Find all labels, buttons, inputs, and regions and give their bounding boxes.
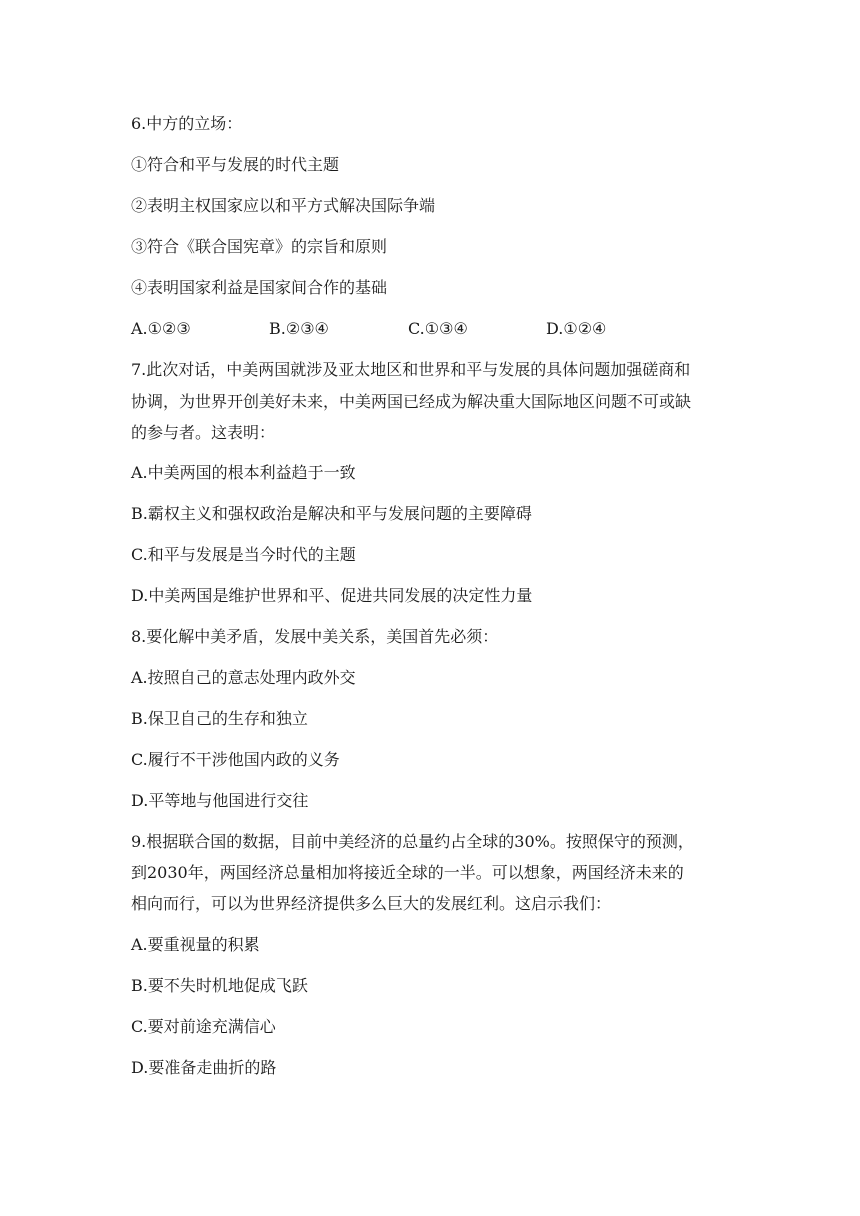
- q6-option-b: B.②③④: [269, 319, 329, 338]
- q7-option-c: C.和平与发展是当今时代的主题: [131, 545, 356, 564]
- q9-stem-line-2: 到2030年，两国经济总量相加将接近全球的一半。可以想象，两国经济未来的: [131, 863, 684, 882]
- q7-option-b: B.霸权主义和强权政治是解决和平与发展问题的主要障碍: [131, 504, 532, 523]
- q8-option-d: D.平等地与他国进行交往: [131, 791, 309, 810]
- q8-option-c: C.履行不干涉他国内政的义务: [131, 750, 340, 769]
- q6-option-d: D.①②④: [546, 319, 607, 338]
- q6-statement-4: ④表明国家利益是国家间合作的基础: [131, 278, 388, 297]
- q6-options: [131, 319, 731, 339]
- q6-statement-2: ②表明主权国家应以和平方式解决国际争端: [131, 196, 436, 215]
- q6-statement-1: ①符合和平与发展的时代主题: [131, 155, 340, 174]
- q8-option-a: A.按照自己的意志处理内政外交: [131, 668, 356, 687]
- q9-stem-line-1: 9.根据联合国的数据，目前中美经济的总量约占全球的30%。按照保守的预测，: [131, 832, 694, 851]
- q9-option-c: C.要对前途充满信心: [131, 1017, 276, 1036]
- q7-stem-line-3: 的参与者。这表明：: [131, 423, 276, 442]
- q9-option-b: B.要不失时机地促成飞跃: [131, 976, 308, 995]
- q6-statement-3: ③符合《联合国宪章》的宗旨和原则: [131, 237, 388, 256]
- q9-stem-line-3: 相向而行，可以为世界经济提供多么巨大的发展红利。这启示我们：: [131, 894, 612, 913]
- q7-stem-line-2: 协调，为世界开创美好未来，中美两国已经成为解决重大国际地区问题不可或缺: [131, 392, 692, 411]
- q7-option-d: D.中美两国是维护世界和平、促进共同发展的决定性力量: [131, 586, 533, 605]
- q9-option-a: A.要重视量的积累: [131, 935, 260, 954]
- q7-stem-line-1: 7.此次对话，中美两国就涉及亚太地区和世界和平与发展的具体问题加强磋商和: [131, 360, 691, 379]
- q6-option-a: A.①②③: [131, 319, 191, 338]
- q6-stem: 6.中方的立场：: [131, 114, 243, 133]
- q8-stem: 8.要化解中美矛盾，发展中美关系，美国首先必须：: [131, 627, 499, 646]
- q9-option-d: D.要准备走曲折的路: [131, 1058, 277, 1077]
- q6-option-c: C.①③④: [408, 319, 468, 338]
- q8-option-b: B.保卫自己的生存和独立: [131, 709, 308, 728]
- q7-option-a: A.中美两国的根本利益趋于一致: [131, 463, 356, 482]
